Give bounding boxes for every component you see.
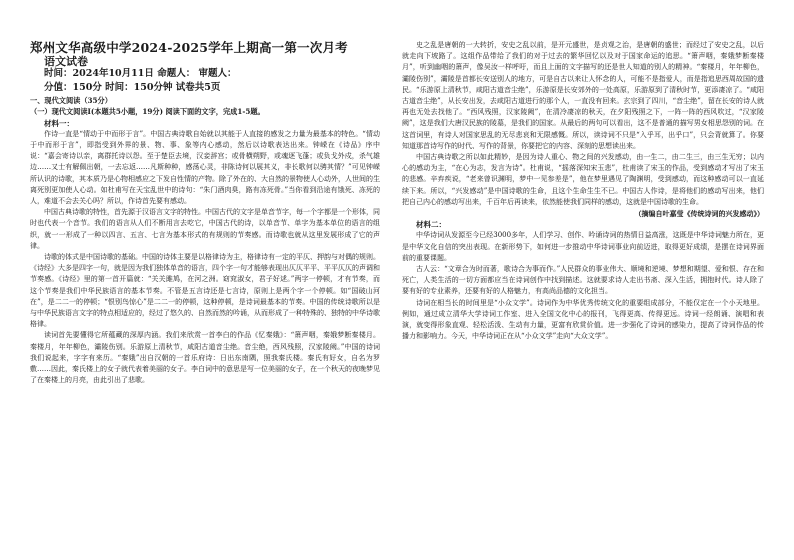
paragraph: 史之乱是唐朝的一大转折，安史之乱以前，是开元盛世，是贞观之治，是唐朝的盛世；而经过了安史之乱，以后就走向下坡路了。这组作品带给了我们的对于过去的繁华回忆以及对于国家命运的追思。“箫声咽，秦娥梦断秦楼月”，听到幽咽的箫声，像吴汝一样呼吁，而且上面的文字描写的还是世人知道的别人的精神。“秦楼月，年年柳色，灞陵伤别”，灞陵是首都长安送别人的地方，可是自古以来让人怀念的人，可能不是指爱人，而是指追思西周故国的遗民。“乐游原上清秋节，咸阳古道音尘绝”，乐游原是长安郊外的一处高原，乐游原到了清秋时节，更添凄凉了。“咸阳古道音尘绝”，从长安出发，去咸阳古道进行的那个人，一直没有回来。玄宗到了四川，“音尘绝”，留在长安的诗人就再也无处去找他了。“西风残照，汉家陵阙”，在清冷凄凉的秋天，在夕阳残照之下，一阵一阵的西风吹过，“汉家陵阙”，这是我们大唐汉民族的陵墓，是我们的国家。从最后的两句可以看出，这不是普通的描写男女相思怨别的词。在这首词里，有诗人对国家思乱的无尽悲哀和无限感慨。所以，读诗词不只是“入乎耳，出乎口”，只会背就算了。你要知道那首诗写作的时代、写作的背景，你要把它的内容、深刻的思想读出来。 xyxy=(402,41,764,150)
paragraph: 读词首先要懂得它所蕴藏的深厚内涵。我们来欣赏一首李白的作品《忆秦娥》：“箫声咽，秦娥梦断秦楼月。秦楼月，年年柳色，灞陵伤别。乐游原上清秋节，咸阳古道音尘绝。音尘绝，西风残照，汉家陵阙。”中国的诗词我们说起来，字字有来历。“秦娥”出自汉朝的一首乐府诗：日出东南隅，照我秦氏楼。秦氏有好女，自名为罗敷……因此，秦氏楼上的女子就代表着美丽的女子。李白词中的意思是写一位美丽的女子，在一个秋天的夜晚梦见了在秦楼上的月亮，由此引出了悲歌。 xyxy=(30,331,380,385)
left-column xyxy=(30,40,380,540)
source-note: （摘编自叶嘉莹《传统诗词的兴发感动》） xyxy=(634,209,764,219)
exam-time-line: 时间：2024年10月11日 命题人： 审题人： xyxy=(44,68,237,80)
paragraph: 中国古典诗歌之所以如此精妙，是因为诗人重心、物之间的兴发感动，由一生二，由二生三，由三生无穷；以内心的感动为主，“在心为志，发言为诗”。杜甫说，“摇落深知宋玉悲”，杜甫读了宋玉的作品，受到感动才写出了宋玉的悲感。辛弃疾说，“老来曾识渊明，梦中一见参差是”，他在梦里遇见了陶渊明，受到感动，而这种感动可以一直延续下来。所以，“兴发感动”是中国诗歌的生命，且这个生命生生不已。中国古人作诗，是将他们的感动写出来，他们把自己内心的感动写出来，千百年后再读来，依然能使我们同样的感动，这就是中国诗歌的生命。 xyxy=(402,153,764,206)
right-column xyxy=(402,40,764,560)
section-subheading: （一）现代文阅读Ⅰ(本题共5小题，19分) 阅读下面的文字，完成1-5题。 xyxy=(30,107,265,117)
paragraph: 中华诗词从发源至今已经3000多年，人们学习、创作、吟诵诗词的热情日益高涨，这既是中华诗词魅力所在，更是中华文化自信的突出表现。在新形势下，如何进一步推动中华诗词事业向前迈进，取得更好成绩，是摆在诗词界面前的重要课题。 xyxy=(402,231,764,262)
section-heading: 一、现代文阅读（35分） xyxy=(30,96,112,106)
paragraph: 作诗一直是“情动于中而形于言”。中国古典诗歌自始就以其能于人直接的感发之力量为最基本的特色。“情动于中而形于言”，即指受到外界的景、物、事、象等内心感动，然后以诗歌表达出来。钟嵘在《诗品》序中说：“嘉会寄诗以亲，离群托诗以怨。至于楚臣去境，汉妾辞宫；或骨横朔野，或魂逐飞蓬；或负戈外戍，杀气雄边……又士有解佩出朝，一去忘返……凡斯种种，感荡心灵，非陈诗何以展其义，非长歌何以骋其情？”可见钟嵘所认识的诗歌，其本质乃是心物相感应之下发自性情的产物。除了外在的、大自然的景物使人心动外，人世间的生离死别更加使人心动。如杜甫写在天宝乱世中的诗句：“朱门酒肉臭，路有冻死骨。”当你看到沿途有饿死、冻死的人，难道不会去关心吗？所以，作诗首先要有感动。 xyxy=(30,129,380,206)
paragraph: 诗词在相当长的时间里是“小众文学”。诗词作为中华优秀传统文化的重要组成部分，不能仅定在一个小天地里。例如，通过成立清华大学诗词工作室、进入全国文化中心的报刊，飞得更高、传得更远。诗词一经朗诵、演唱和表演，就变得形象直观、轻松活泼、生动有力量，更富有欣赏价值。进一步强化了诗词的感染力，提高了诗词作品的传播力和影响力。今天，中华诗词正在从“小众文学”走向“大众文学”。 xyxy=(402,298,764,341)
exam-score-line: 分值：150分 时间：150分钟 试卷共5页 xyxy=(44,82,221,94)
page-title: 郑州文华高级中学2024-2025学年上期高一第一次月考 xyxy=(30,40,348,55)
paragraph: 中国古典诗歌的特性，首先源于汉语言文字的特性。中国古代的文字是单音节字，每一个字都是一个形体，同时也代表一个音节。我们的语言从人们不断用言去吃它，中国古代的诗，以单音节、单字为基本单位的语言的组织，就一一形成了一种以四言、五言、七言为基本形式的有规则的节奏感。而诗歌也就从这里发展形成了它的声律。 xyxy=(30,208,380,250)
paragraph: 古人云：“文章合为时而著，歌诗合为事而作。”人民群众的事业伟大、顺境和逆境、梦想和期望、爱和恨、存在和死亡，人类生活的一切方面都应当在诗词创作中找到描述。这就要求诗人走出书斋、深入生活，拥抱时代。诗人除了要有好的专业素养，还要有好的人格魅力，有高尚品德的文化担当。 xyxy=(402,265,764,296)
paragraph: 诗歌的体式是中国诗歌的基础。中国的诗体主要是以格律诗为主，格律诗有一定的平仄、押韵与对偶的规则。《诗经》大多是四字一句，就是因为我们独体单音的语言，四个字一句才能够表现出仄仄平平、平平仄仄的声调和节奏感。《诗经》里的第一首开篇就：“关关雎鸠，在河之洲。窈窕淑女，君子好逑。”两字一停顿，才有节奏，而这个节奏是我们中华民族语言的基本节奏。不管是五言诗还是七言诗，原则上是两个字一个停顿。如“国破山河在”，是二二一的停顿；“恨别鸟惊心”是二二一的停顿，这种停顿，是诗词最基本的节奏。中国的传统诗歌所以是与中华民族语言文字的特点相适应的，经过了悠久的、自然而然的吟诵，从而形成了一种特殊的、独特的中华诗歌格律。 xyxy=(30,253,380,329)
page-subtitle: 语文试卷 xyxy=(44,55,88,68)
material-two-label: 材料二： xyxy=(416,220,446,230)
material-one-label: 材料一： xyxy=(44,118,74,128)
